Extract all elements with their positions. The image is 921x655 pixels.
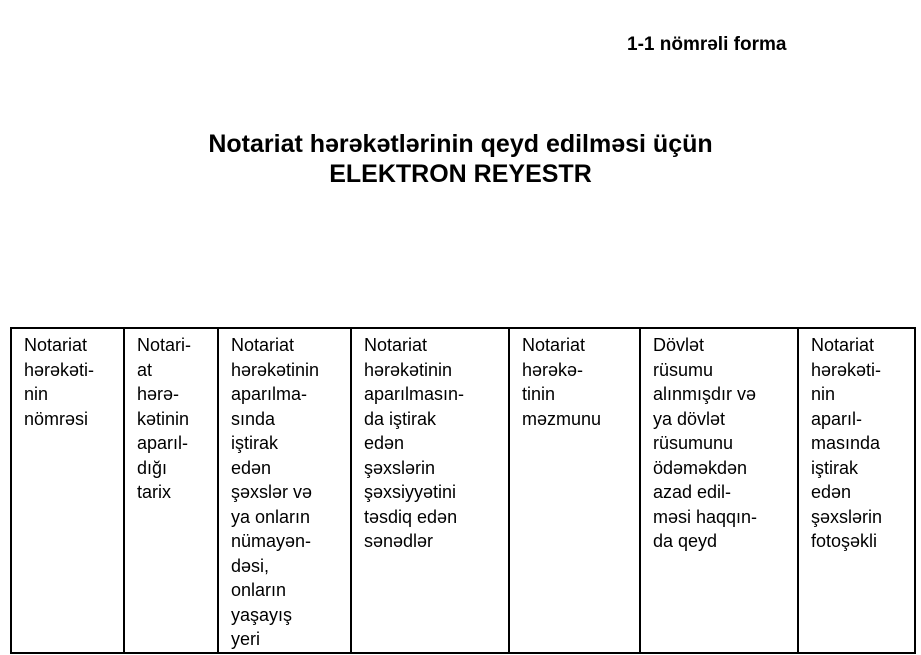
- header-line: hərəkətinin: [364, 359, 453, 380]
- header-line: nin: [24, 384, 49, 404]
- header-line: Notariat: [24, 335, 88, 355]
- title-line-2: ELEKTRON REYESTR: [329, 160, 592, 188]
- header-line: edən: [364, 433, 405, 453]
- header-line: iştirak: [811, 457, 859, 478]
- header-line: şəxslər və: [231, 482, 313, 502]
- header-line: Notariat: [522, 335, 586, 355]
- table-header-row: [11, 328, 915, 653]
- header-line: sında: [231, 408, 276, 429]
- header-line: aparıl-: [137, 433, 189, 453]
- header-line: kətinin: [137, 408, 190, 429]
- header-line: fotoşəkli: [811, 531, 878, 551]
- header-line: da qeyd: [653, 531, 718, 551]
- form-number-label: 1-1 nömrəli forma: [627, 34, 787, 55]
- header-line: şəxslərin: [811, 506, 883, 527]
- header-line: hərəkəti-: [24, 359, 95, 380]
- header-line: yeri: [231, 629, 261, 649]
- header-line: hərəkəti-: [811, 359, 882, 380]
- header-line: iştirak: [231, 433, 279, 453]
- column-header-state-fee: [640, 328, 798, 653]
- document-title: [0, 129, 921, 189]
- header-line: at: [137, 359, 153, 380]
- header-line: tinin: [522, 384, 556, 404]
- column-header-participants: [218, 328, 351, 653]
- header-line: aparılmasın-: [364, 384, 465, 404]
- header-line: məzmunu: [522, 408, 602, 429]
- header-line: aparıl-: [811, 408, 863, 429]
- header-line: edən: [231, 457, 272, 478]
- header-line: sənədlər: [364, 531, 434, 551]
- header-line: şəxslərin: [364, 457, 436, 478]
- header-line: ödəməkdən: [653, 457, 748, 478]
- header-line: tarix: [137, 482, 172, 502]
- header-line: rüsumu: [653, 359, 714, 380]
- column-header-participant-photos: [798, 328, 915, 653]
- header-line: nümayən-: [231, 531, 312, 551]
- header-line: yaşayış: [231, 604, 293, 625]
- header-line: Notariat: [364, 335, 428, 355]
- header-line: rüsumunu: [653, 433, 734, 453]
- header-line: ya dövlət: [653, 408, 726, 429]
- header-line: Notariat: [811, 335, 875, 355]
- header-line: Notari-: [137, 335, 192, 355]
- register-table: [10, 327, 916, 654]
- title-line-1: Notariat hərəkətlərinin qeyd edilməsi üçün: [208, 130, 713, 158]
- header-line: Notariat: [231, 335, 295, 355]
- header-line: təsdiq edən: [364, 506, 458, 527]
- header-line: Dövlət: [653, 335, 705, 355]
- header-line: dığı: [137, 457, 168, 478]
- header-line: hərəkətinin: [231, 359, 320, 380]
- column-header-action-number: [11, 328, 124, 653]
- header-line: nin: [811, 384, 836, 404]
- header-line: masında: [811, 433, 881, 453]
- header-line: azad edil-: [653, 482, 732, 502]
- header-line: nömrəsi: [24, 408, 89, 429]
- header-line: onların: [231, 580, 287, 600]
- header-line: edən: [811, 482, 852, 502]
- header-line: hərəkə-: [522, 359, 584, 380]
- column-header-action-content: [509, 328, 640, 653]
- header-line: məsi haqqın-: [653, 506, 758, 527]
- header-line: da iştirak: [364, 408, 437, 429]
- header-line: dəsi,: [231, 555, 270, 576]
- header-line: ya onların: [231, 506, 311, 527]
- column-header-identity-documents: [351, 328, 509, 653]
- column-header-action-date: [124, 328, 218, 653]
- header-line: şəxsiyyətini: [364, 482, 457, 502]
- header-line: alınmışdır və: [653, 384, 757, 404]
- header-line: aparılma-: [231, 384, 308, 404]
- header-line: hərə-: [137, 384, 180, 404]
